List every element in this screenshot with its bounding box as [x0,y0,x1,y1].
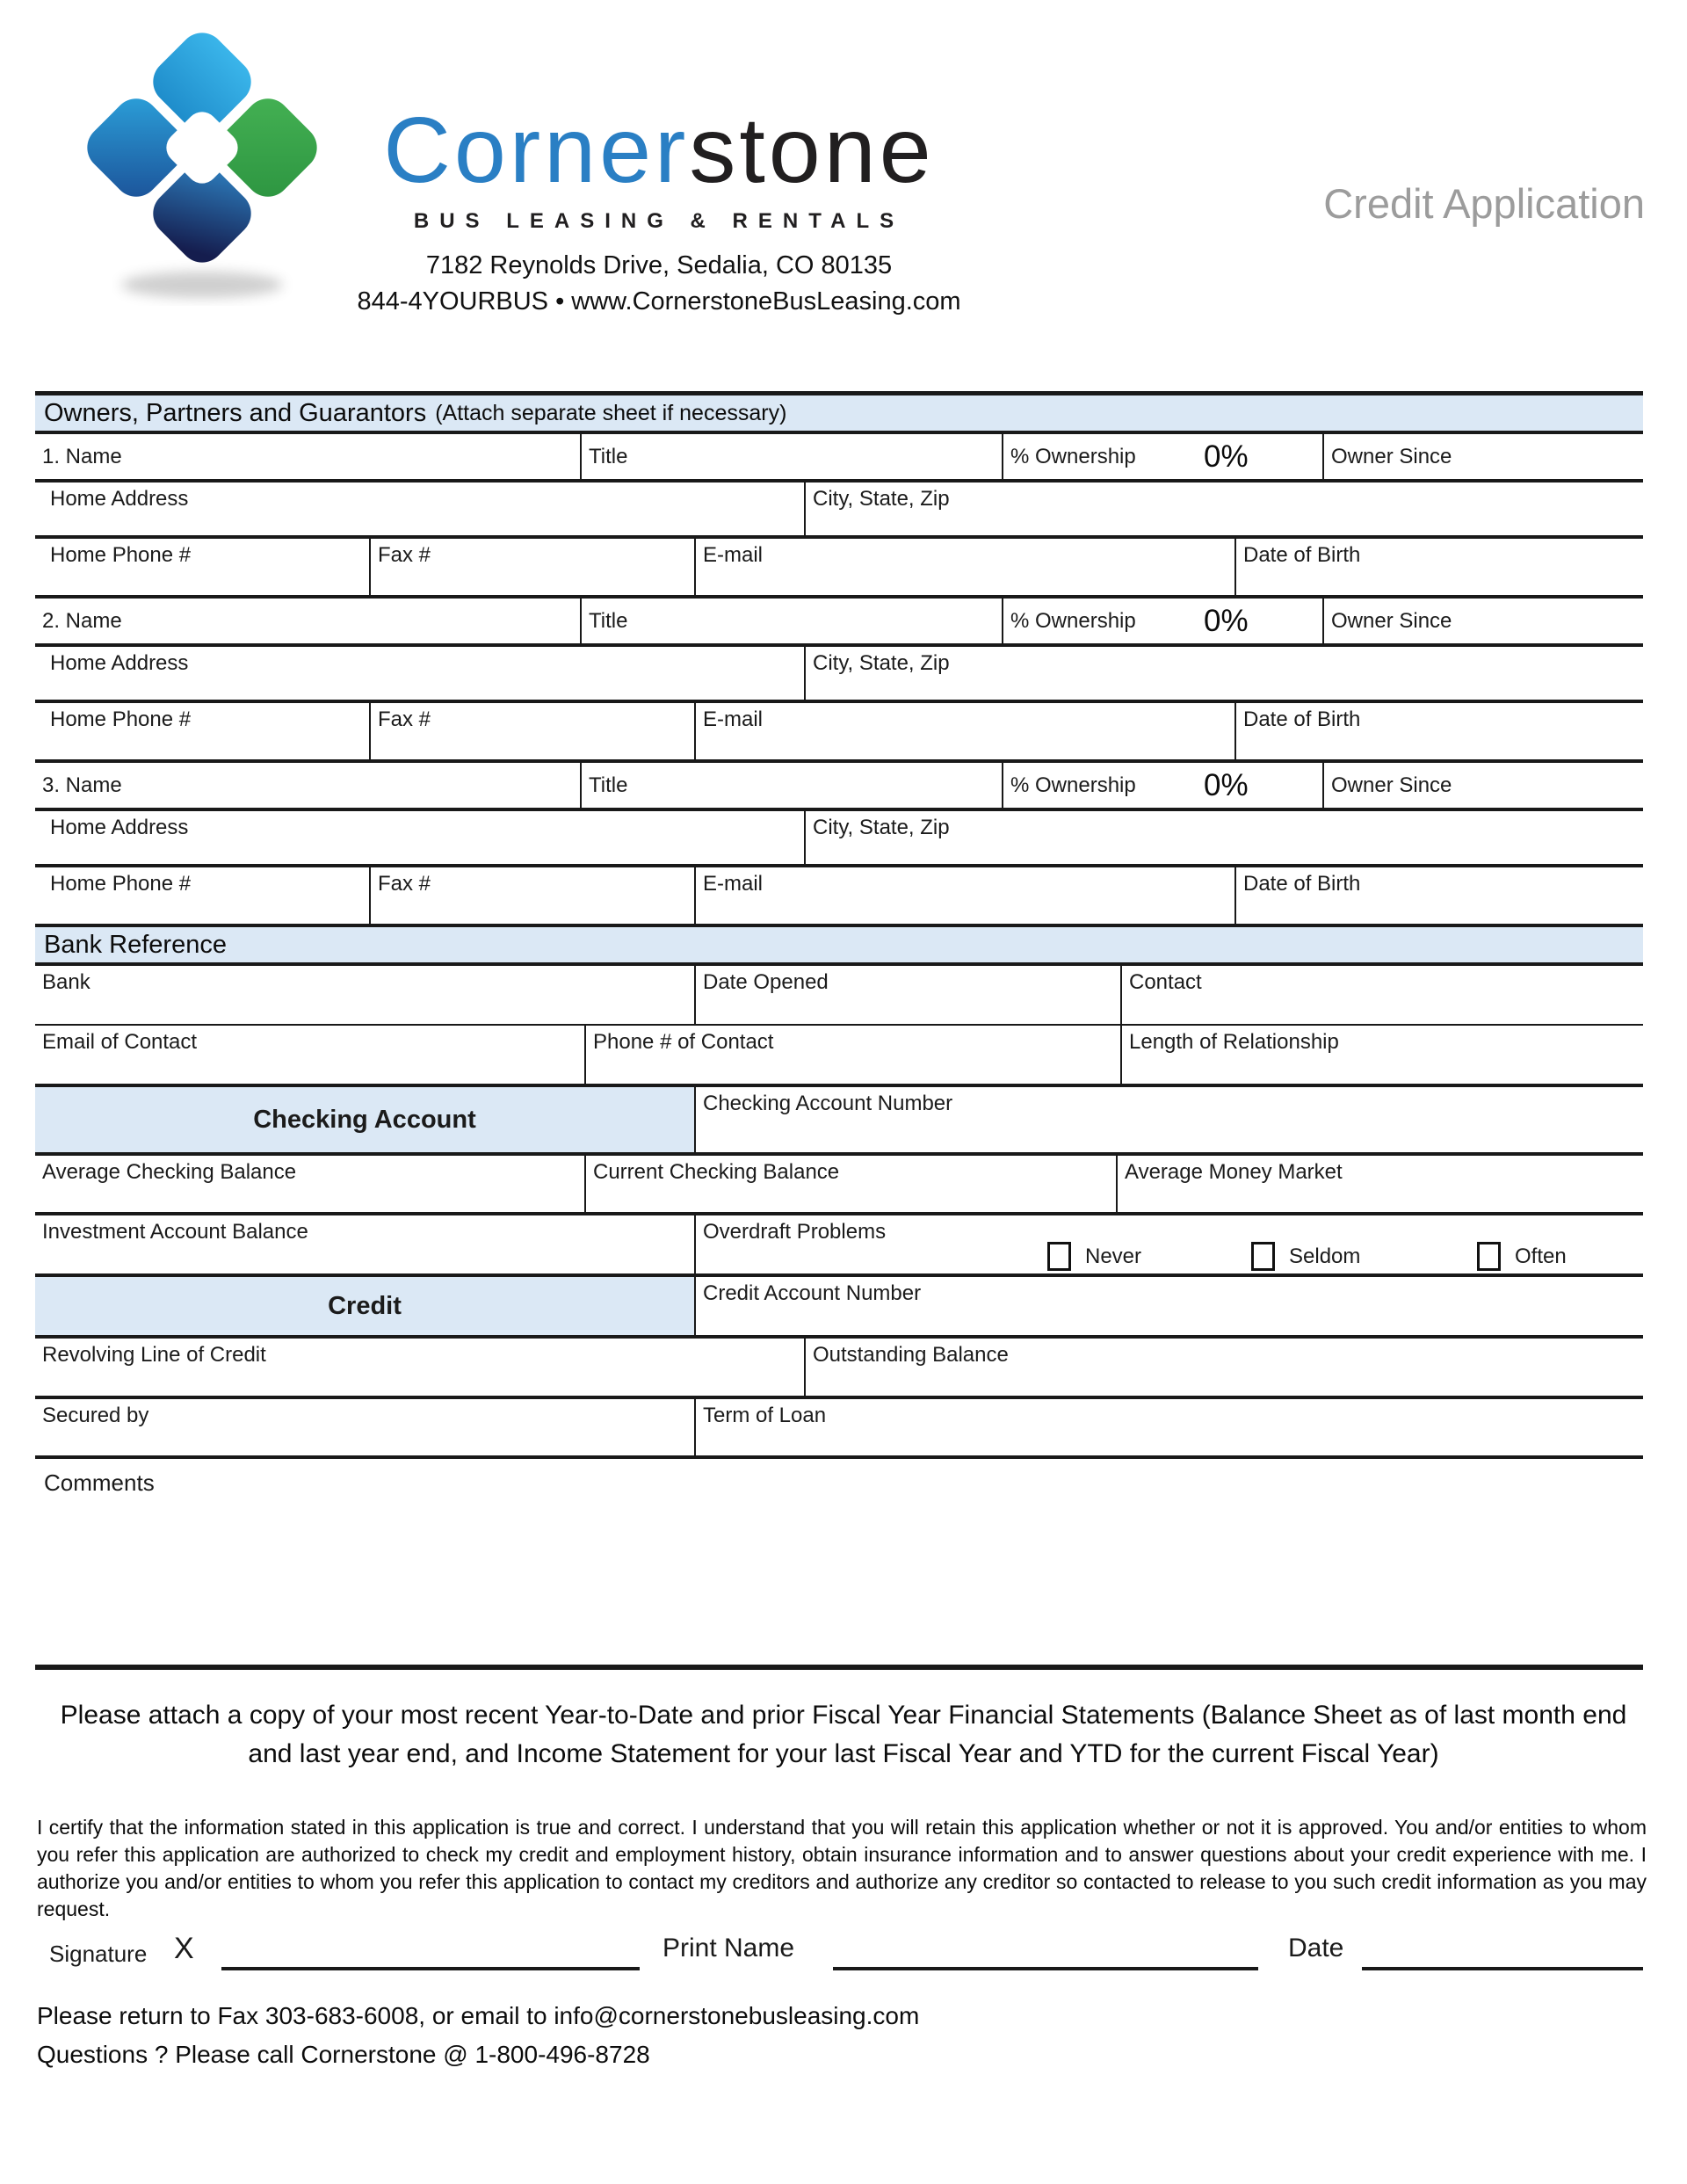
owner-1-name-field[interactable] [35,434,580,479]
owner-3-owner-since-label: Owner Since [1331,773,1452,797]
comments-field[interactable] [35,1459,1643,1665]
owner-1-email-label: E-mail [703,543,764,567]
questions-instructions: Questions ? Please call Cornerstone @ 1-800-496-8728 [37,2041,650,2068]
owner-2-email-field[interactable] [694,703,1234,759]
owner-1-address-row [35,483,1643,539]
bank-email-of-contact-field[interactable] [35,1026,584,1084]
owner-2-fax-label: Fax # [378,707,431,731]
often-checkbox-label: Often [1515,1244,1567,1268]
brand-tagline: BUS LEASING & RENTALS [413,209,905,233]
checking-header-row [35,1087,1643,1156]
page-title: Credit Application [1323,180,1645,227]
owner-1-ownership-value: 0% [1204,439,1249,474]
owner-2-dob-label: Date of Birth [1243,707,1361,731]
section-header-bank-reference [35,927,1643,966]
owner-1-home-phone-field[interactable] [35,539,369,595]
owner-1-ownership-field[interactable] [1002,434,1322,479]
owner-2-title-field[interactable] [580,599,1002,643]
bank-row [35,966,1643,1026]
print-name-line[interactable] [833,1967,1258,1970]
owner-1-name-row [35,434,1643,483]
term-of-loan-label: Term of Loan [703,1404,827,1427]
signature-x-mark: X [174,1932,194,1965]
owner-1-home-phone-label: Home Phone # [50,543,192,567]
credit-header-row [35,1277,1643,1339]
owner-3-name-row [35,763,1643,811]
owner-3-ownership-field[interactable] [1002,763,1322,808]
owner-1-name-label: 1. Name [42,444,122,468]
owner-2-city-state-zip-label: City, State, Zip [813,651,950,675]
owner-3-home-phone-label: Home Phone # [50,872,192,896]
overdraft-option-seldom [1251,1242,1360,1271]
checking-balances-row [35,1156,1643,1215]
brand-wordmark-blue: Corner [383,98,690,202]
owner-1-title-label: Title [589,444,628,468]
owner-1-phone-row [35,539,1643,599]
owner-2-home-phone-label: Home Phone # [50,707,192,731]
owner-3-fax-label: Fax # [378,872,431,896]
owner-1-dob-field[interactable] [1234,539,1643,595]
owner-2-city-state-zip-field[interactable] [804,647,1643,700]
owner-2-dob-field[interactable] [1234,703,1643,759]
owner-2-ownership-label: % Ownership [1010,608,1136,633]
investment-overdraft-row [35,1215,1643,1277]
revolving-line-of-credit-label: Revolving Line of Credit [42,1343,266,1367]
credit-header-label: Credit [328,1291,402,1320]
bank-name-label: Bank [42,970,91,994]
brand-wordmark [211,98,1107,202]
owner-3-title-label: Title [589,773,628,797]
application-form [35,391,1643,1670]
owner-2-home-address-field[interactable] [35,647,804,700]
outstanding-balance-label: Outstanding Balance [813,1343,1009,1367]
bank-contact-row [35,1026,1643,1087]
owners-section-note: (Attach separate sheet if necessary) [435,400,787,425]
owner-1-title-field[interactable] [580,434,1002,479]
owner-1-city-state-zip-label: City, State, Zip [813,487,950,511]
owner-3-home-address-field[interactable] [35,811,804,864]
owner-3-city-state-zip-label: City, State, Zip [813,816,950,839]
signature-label: Signature [49,1941,148,1967]
owner-3-fax-field[interactable] [369,867,694,924]
company-address-line1: 7182 Reynolds Drive, Sedalia, CO 80135 [425,251,893,279]
often-checkbox[interactable] [1477,1242,1501,1271]
owner-1-ownership-label: % Ownership [1010,444,1136,468]
owner-3-name-field[interactable] [35,763,580,808]
owner-1-home-address-field[interactable] [35,483,804,535]
checking-account-number-field[interactable] [694,1087,1643,1152]
owners-section-title: Owners, Partners and Guarantors [44,398,427,427]
investment-account-balance-field[interactable] [35,1215,694,1273]
owner-3-home-phone-field[interactable] [35,867,369,924]
owner-2-owner-since-label: Owner Since [1331,608,1452,633]
bank-name-field[interactable] [35,966,694,1024]
brand-block [211,98,1107,320]
date-label: Date [1288,1934,1344,1963]
owner-2-ownership-value: 0% [1204,603,1249,638]
owner-1-dob-label: Date of Birth [1243,543,1361,567]
bank-date-opened-field[interactable] [694,966,1120,1024]
owner-3-name-label: 3. Name [42,773,122,797]
owner-3-owner-since-field[interactable] [1322,763,1643,808]
owner-1-owner-since-field[interactable] [1322,434,1643,479]
bank-phone-of-contact-label: Phone # of Contact [593,1030,774,1054]
secured-by-label: Secured by [42,1404,149,1427]
secured-by-field[interactable] [35,1399,694,1455]
credit-account-number-field[interactable] [694,1277,1643,1335]
seldom-checkbox-label: Seldom [1289,1244,1361,1268]
credit-account-number-label: Credit Account Number [703,1281,922,1305]
owner-2-address-row [35,647,1643,703]
owner-3-ownership-value: 0% [1204,767,1249,802]
owner-1-city-state-zip-field[interactable] [804,483,1643,535]
credit-secured-row [35,1399,1643,1459]
bank-email-of-contact-label: Email of Contact [42,1030,198,1054]
date-line[interactable] [1362,1967,1643,1970]
credit-revolving-row [35,1339,1643,1399]
bank-date-opened-label: Date Opened [703,970,829,994]
print-name-label: Print Name [662,1934,795,1963]
owner-2-fax-field[interactable] [369,703,694,759]
owner-1-email-field[interactable] [694,539,1234,595]
owner-3-city-state-zip-field[interactable] [804,811,1643,864]
bank-contact-label: Contact [1129,970,1202,994]
current-checking-balance-field[interactable] [584,1156,1116,1212]
owner-3-dob-label: Date of Birth [1243,872,1361,896]
owner-2-phone-row [35,703,1643,763]
owner-2-name-row [35,599,1643,647]
owner-1-home-address-label: Home Address [50,487,189,511]
owner-3-address-row [35,811,1643,867]
bank-contact-field[interactable] [1120,966,1643,1024]
owner-2-email-label: E-mail [703,707,764,731]
certification-paragraph: I certify that the information stated in this application is true and correct. I understand that you will retain this application whether or not it is approved. You and/or entities to whom you refer this application are authorized to check my credit and employment history, obtain insurance information and to answer questions about your credit experience with me. I authorize you and/or entities to whom you refer this application to contact my creditors and authorize any creditor so contacted to release to you such credit information as you may request. [37,1816,1647,1920]
average-checking-balance-field[interactable] [35,1156,584,1212]
average-money-market-field[interactable] [1116,1156,1643,1212]
comments-label: Comments [44,1469,155,1496]
checking-account-header [35,1087,694,1152]
term-of-loan-field[interactable] [694,1399,1643,1455]
section-header-owners [35,395,1643,434]
bank-length-of-relationship-label: Length of Relationship [1129,1030,1339,1054]
overdraft-option-never [1047,1242,1141,1271]
bank-phone-of-contact-field[interactable] [584,1026,1120,1084]
bank-section-title: Bank Reference [44,930,227,959]
comments-row [35,1459,1643,1670]
current-checking-balance-label: Current Checking Balance [593,1160,840,1184]
owner-2-home-phone-field[interactable] [35,703,369,759]
owner-2-owner-since-field[interactable] [1322,599,1643,643]
owner-2-name-field[interactable] [35,599,580,643]
bank-length-of-relationship-field[interactable] [1120,1026,1643,1084]
investment-account-balance-label: Investment Account Balance [42,1220,308,1244]
owner-3-email-label: E-mail [703,872,764,896]
overdraft-problems-field [694,1215,1643,1273]
owner-3-title-field[interactable] [580,763,1002,808]
company-address-line2: 844-4YOURBUS • www.CornerstoneBusLeasing.com [357,287,961,316]
overdraft-problems-label: Overdraft Problems [703,1220,887,1244]
owner-2-title-label: Title [589,608,628,633]
owner-3-phone-row [35,867,1643,927]
company-address [211,248,1107,320]
owner-2-name-label: 2. Name [42,608,122,633]
never-checkbox-label: Never [1085,1244,1142,1268]
brand-wordmark-dark: stone [689,98,935,202]
never-checkbox[interactable] [1047,1242,1071,1271]
owner-1-owner-since-label: Owner Since [1331,444,1452,468]
owner-2-ownership-field[interactable] [1002,599,1322,643]
average-money-market-label: Average Money Market [1125,1160,1343,1184]
owner-1-fax-label: Fax # [378,543,431,567]
owner-2-home-address-label: Home Address [50,651,189,675]
overdraft-option-often [1477,1242,1567,1271]
revolving-line-of-credit-field[interactable] [35,1339,804,1396]
owner-3-dob-field[interactable] [1234,867,1643,924]
credit-header [35,1277,694,1335]
owner-1-fax-field[interactable] [369,539,694,595]
signature-line[interactable] [221,1967,640,1970]
outstanding-balance-field[interactable] [804,1339,1643,1396]
seldom-checkbox[interactable] [1251,1242,1275,1271]
return-instructions: Please return to Fax 303-683-6008, or email to info@cornerstonebusleasing.com [37,2002,920,2029]
owner-3-email-field[interactable] [694,867,1234,924]
owner-3-home-address-label: Home Address [50,816,189,839]
average-checking-balance-label: Average Checking Balance [42,1160,297,1184]
attach-financials-note: Please attach a copy of your most recent Year-to-Date and prior Fiscal Year Financial Statements (Balance Sheet as of last month end and last year end, and Income Statement for your last Fiscal Year and YTD for the current Fiscal Year) [60,1701,1627,1768]
checking-account-header-label: Checking Account [253,1105,476,1134]
owner-3-ownership-label: % Ownership [1010,773,1136,797]
checking-account-number-label: Checking Account Number [703,1092,953,1115]
